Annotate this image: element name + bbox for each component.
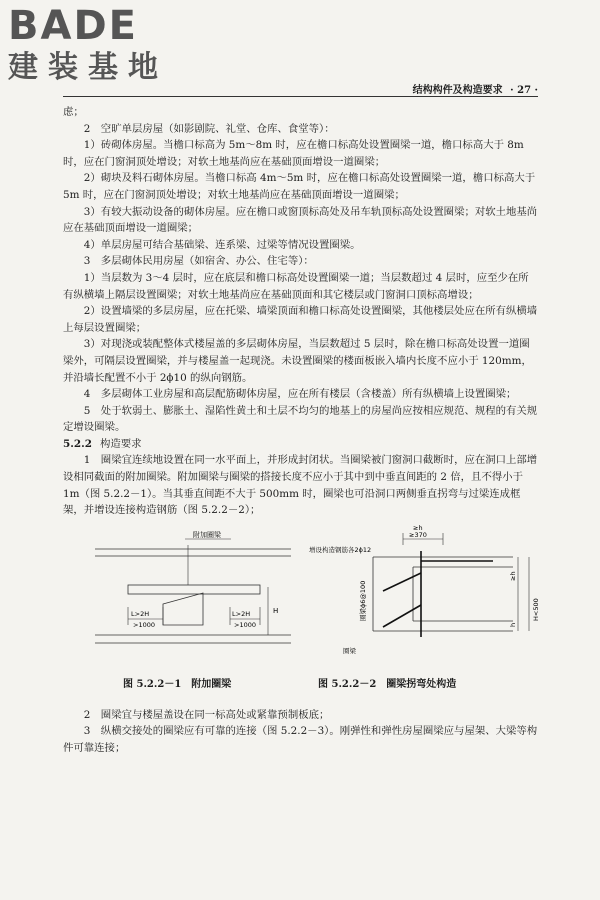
section-title: 构造要求 [99, 437, 142, 450]
label-left-l: L>2H [131, 609, 150, 618]
page-body [63, 104, 538, 757]
section-number: 5.2.2 [63, 437, 92, 450]
paragraph: 2 空旷单层房屋（如影剧院、礼堂、仓库、食堂等）： [83, 122, 335, 135]
paragraph: 1 圈梁宜连续地设置在同一水平面上，并形成封闭状。当圈梁被门窗洞口截断时，应在洞口上部增设相同截面的附加圈梁。附加圈梁与圈梁的搭接长度不应小于其中到中垂直间距的 2 倍，且不得小于 1m（图 5.2.2－1）。当其垂直间距不大于 500mm 时，圈梁也可沿洞口两侧垂直拐弯与过梁连成框架，并增设连接构造钢筋（图 5.2.2－2）； [63, 454, 538, 517]
paragraph: 2）设置墙梁的多层房屋，应在托梁、墙梁顶面和檐口标高处设置圈梁，其他楼层处应在所有纵横墙上每层设置圈梁； [63, 305, 538, 334]
paragraph: 3）对现浇或装配整体式楼屋盖的多层砌体房屋，当层数超过 5 层时，除在檐口标高处设置一道圈梁外，可隔层设置圈梁，并与楼屋盖一起现浇。未设置圈梁的楼面板嵌入墙内长度不应小于 120mm，并沿墙长配置不小于 2ϕ10 的纵向钢筋。 [63, 338, 532, 384]
header-rule [63, 96, 538, 97]
after-figures [63, 707, 538, 757]
label-right-l: L>2H [232, 609, 251, 618]
section-heading [63, 436, 538, 453]
label-stirrup: 圈梁ϕ6@100 [359, 580, 367, 621]
paragraph: 2）砌块及料石砌体房屋。当檐口标高 4m～5m 时，应在檐口标高处设置圈梁一道，檐口标高大于 5m 时，应在门窗洞顶处增设；对软土地基尚应在基础顶面增设一道圈梁； [63, 172, 536, 201]
paragraph: 4）单层房屋可结合基础梁、连系梁、过梁等情况设置圈梁。 [83, 238, 361, 251]
header-title: 结构构件及构造要求 [412, 85, 503, 96]
figure1-caption: 图 5.2.2－1 附加圈梁 [123, 678, 232, 690]
paragraph: 3）有较大振动设备的砌体房屋。应在檐口或窗顶标高处及吊车轨顶标高处设置圈梁；对软土地基尚应在基础顶面增设一道圈梁； [63, 205, 538, 235]
paragraph: 3 多层砌体民用房屋（如宿舍、办公、住宅等）： [83, 255, 314, 268]
figure2-caption: 图 5.2.2－2 圈梁拐弯处构造 [318, 678, 457, 690]
page-number: · 27 · [510, 85, 538, 96]
paragraph: 虑； [63, 106, 84, 118]
label-H: H [273, 606, 279, 615]
label-left-min: >1000 [133, 620, 155, 629]
figure-ring-beam-bend [303, 521, 543, 671]
figure-additional-ring-beam [93, 527, 293, 667]
label-right-min: >1000 [234, 620, 256, 629]
label-dim-top1: ≥h [413, 523, 423, 532]
paragraph: 5 处于软弱土、膨胀土、湿陷性黄土和土层不均匀的地基上的房屋尚应按相应规范、规程的有关规定增设圈梁。 [63, 404, 538, 434]
logo-cn: 建装基地 [8, 50, 168, 85]
label-dim-top2: ≥370 [409, 530, 427, 539]
label-h2: h [509, 622, 517, 627]
figures [63, 523, 540, 690]
paragraph: 3 纵横交接处的圈梁应有可靠的连接（图 5.2.2－3）。刚弹性和弹性房屋圈梁应与屋架、大梁等构件可靠连接； [63, 725, 538, 755]
label-beam: 圈梁 [343, 646, 356, 655]
label-hval: H<500 [532, 598, 540, 621]
label-additional-beam: 附加圈梁 [193, 530, 221, 539]
paragraph: 2 圈梁宜与楼屋盖设在同一标高处或紧靠预制板底； [83, 708, 330, 721]
logo-en: BADE [8, 3, 138, 49]
paragraph: 1）当层数为 3～4 层时，应在底层和檐口标高处设置圈梁一道；当层数超过 4 层时，应至少在所有纵横墙上隔层设置圈梁；对软土地基尚应在基础顶面和其它楼层或门窗洞口顶标高增设； [63, 271, 529, 301]
label-h1: ≥h [509, 571, 517, 581]
label-rebar: 增设构造钢筋各2ϕ12 [309, 545, 372, 554]
logo [8, 4, 198, 86]
paragraph: 4 多层砌体工业房屋和高层配筋砌体房屋，应在所有楼层（含楼盖）所有纵横墙上设置圈梁； [83, 388, 517, 401]
paragraph: 1）砖砌体房屋。当檐口标高为 5m～8m 时，应在檐口标高处设置圈梁一道，檐口标高大于 8m 时，应在门窗洞顶处增设；对软土地基尚应在基础顶面增设一道圈梁； [63, 139, 524, 168]
running-header [413, 81, 538, 96]
